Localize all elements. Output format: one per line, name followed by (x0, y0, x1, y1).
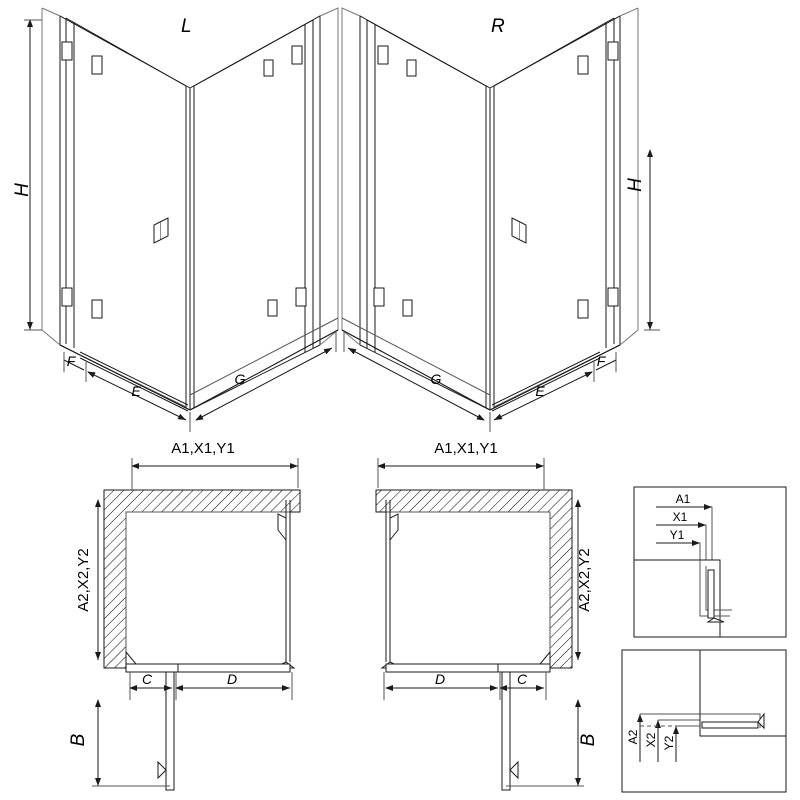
iso-left-handing-label: L (181, 16, 192, 37)
plan-left-dim-b: B (68, 733, 89, 747)
iso-right-dim-g: G (430, 371, 442, 387)
plan-right-dim-b: B (578, 733, 599, 747)
plan-left-side-dimension: A2,X2,Y2 (75, 548, 92, 612)
detail-bottom-label-x2: X2 (644, 732, 658, 748)
detail-view-top (634, 487, 786, 637)
detail-top-label-x1: X1 (672, 510, 688, 524)
plan-view-right (376, 458, 584, 790)
plan-left-dim-c: C (141, 671, 153, 687)
detail-top-label-a1: A1 (675, 492, 691, 506)
detail-top-label-y1: Y1 (669, 528, 685, 542)
iso-right-height-label: H (625, 178, 646, 192)
detail-bottom-label-y2: Y2 (662, 735, 676, 751)
iso-left-dim-g: G (234, 371, 246, 387)
plan-right-top-dimension: A1,X1,Y1 (434, 440, 498, 457)
iso-left-height-label: H (12, 183, 33, 197)
iso-right-dim-f: F (596, 353, 606, 369)
iso-right-handing-label: R (491, 16, 505, 37)
plan-left-dim-d: D (226, 671, 238, 687)
plan-right-dim-c: C (516, 671, 528, 687)
iso-view-right (342, 8, 660, 432)
plan-right-dim-d: D (434, 671, 446, 687)
plan-left-top-dimension: A1,X1,Y1 (171, 440, 235, 457)
plan-view-left (92, 458, 300, 790)
iso-right-dim-e: E (535, 383, 545, 399)
detail-bottom-label-a2: A2 (626, 729, 640, 745)
iso-left-dim-f: F (66, 353, 76, 369)
detail-view-bottom (622, 650, 786, 792)
iso-left-dim-e: E (131, 383, 141, 399)
plan-right-side-dimension: A2,X2,Y2 (576, 548, 593, 612)
